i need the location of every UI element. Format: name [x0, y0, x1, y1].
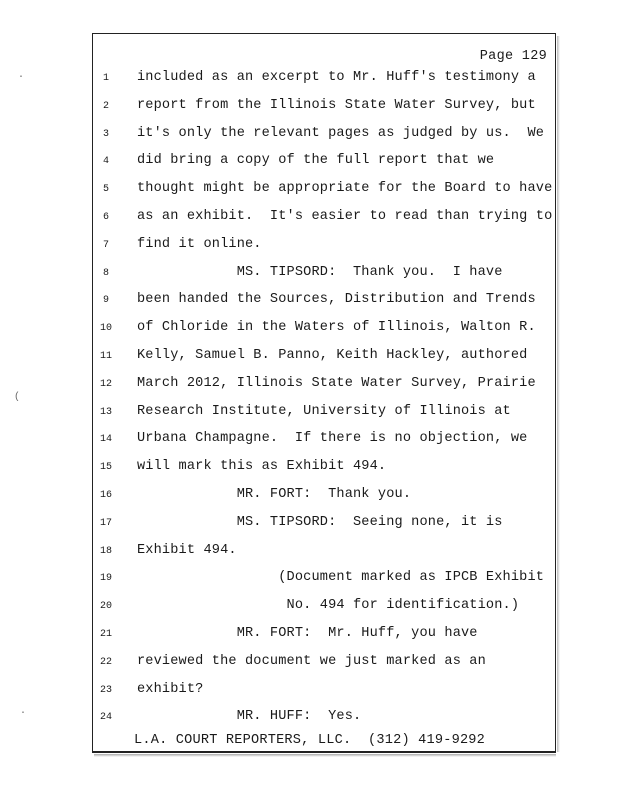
line-text: exhibit?	[137, 681, 204, 697]
footer-reporter: L.A. COURT REPORTERS, LLC. (312) 419-9292	[134, 733, 486, 748]
line-text: been handed the Sources, Distribution and Trends	[137, 292, 536, 308]
transcript-line	[93, 376, 555, 396]
transcript-line	[93, 181, 555, 201]
line-text: (Document marked as IPCB Exhibit	[137, 570, 545, 586]
line-number: 13	[99, 406, 112, 418]
line-number: 24	[99, 712, 112, 724]
line-text: MR. HUFF: Yes.	[137, 709, 362, 725]
line-number: 23	[99, 684, 112, 696]
line-text: as an exhibit. It's easier to read than trying to	[137, 209, 553, 224]
transcript-line	[93, 265, 555, 285]
line-number: 16	[99, 490, 112, 501]
transcript-line	[93, 682, 555, 702]
scan-speck: ·	[18, 72, 25, 83]
transcript-line	[93, 654, 555, 674]
transcript-line	[93, 98, 555, 118]
transcript-line	[93, 515, 555, 535]
line-text: it's only the relevant pages as judged by us. We	[137, 125, 545, 141]
line-text: report from the Illinois State Water Survey, but	[137, 97, 536, 113]
transcript-line	[93, 598, 555, 618]
transcript-line	[93, 431, 555, 451]
line-text: thought might be appropriate for the Board to have	[137, 181, 553, 197]
line-number: 3	[102, 128, 109, 140]
scan-speck: ·	[20, 708, 27, 719]
transcript-line	[93, 570, 555, 590]
line-number: 2	[102, 100, 109, 112]
line-number: 6	[102, 212, 109, 223]
line-number: 17	[99, 517, 112, 529]
line-number: 18	[99, 545, 112, 557]
line-text: find it online.	[137, 236, 262, 252]
transcript-line	[93, 626, 555, 646]
transcript-line	[93, 709, 555, 729]
transcript-line	[93, 209, 555, 229]
line-text: Urbana Champagne. If there is no objection, we	[137, 431, 528, 447]
line-text: Kelly, Samuel B. Panno, Keith Hackley, authored	[137, 348, 528, 363]
scan-speck: (	[14, 392, 21, 403]
transcript-line	[93, 70, 555, 90]
page-edge-shadow	[557, 36, 560, 752]
transcript-line	[93, 543, 555, 563]
line-number: 5	[102, 184, 109, 196]
line-number: 22	[99, 656, 112, 668]
transcript-line	[93, 459, 555, 479]
transcript-line	[93, 320, 555, 340]
line-text: March 2012, Illinois State Water Survey, Prairie	[137, 375, 536, 391]
page-number: Page 129	[479, 49, 547, 64]
page-bottom-shadow	[94, 754, 556, 757]
line-number: 21	[99, 629, 112, 640]
line-number: 15	[99, 462, 112, 474]
line-text: Exhibit 494.	[137, 542, 237, 558]
transcript-line	[93, 404, 555, 424]
transcript-line	[93, 153, 555, 173]
line-text: will mark this as Exhibit 494.	[137, 459, 387, 475]
transcript-line	[93, 292, 555, 312]
line-number: 4	[102, 156, 109, 168]
line-text: did bring a copy of the full report that we	[137, 153, 495, 169]
transcript-line	[93, 237, 555, 257]
line-text: MR. FORT: Thank you.	[137, 487, 412, 502]
line-number: 7	[102, 239, 109, 251]
line-text: included as an excerpt to Mr. Huff's testimony a	[137, 70, 536, 85]
line-text: reviewed the document we just marked as an	[137, 653, 486, 669]
line-number: 1	[102, 73, 109, 84]
transcript-page	[92, 33, 556, 753]
line-text: Research Institute, University of Illinois at	[137, 403, 511, 419]
line-number: 14	[99, 434, 112, 446]
line-number: 9	[102, 295, 109, 307]
line-number: 11	[99, 351, 112, 362]
line-number: 8	[102, 267, 109, 279]
transcript-line	[93, 126, 555, 146]
line-number: 12	[99, 378, 112, 390]
line-text: of Chloride in the Waters of Illinois, Walton R.	[137, 320, 536, 336]
transcript-line	[93, 348, 555, 368]
line-text: MS. TIPSORD: Seeing none, it is	[137, 514, 503, 530]
line-number: 10	[99, 323, 112, 335]
transcript-line	[93, 487, 555, 507]
line-number: 19	[99, 573, 112, 585]
line-number: 20	[99, 601, 112, 613]
line-text: MR. FORT: Mr. Huff, you have	[137, 626, 478, 641]
line-text: MS. TIPSORD: Thank you. I have	[137, 264, 503, 280]
line-text: No. 494 for identification.)	[137, 598, 520, 614]
